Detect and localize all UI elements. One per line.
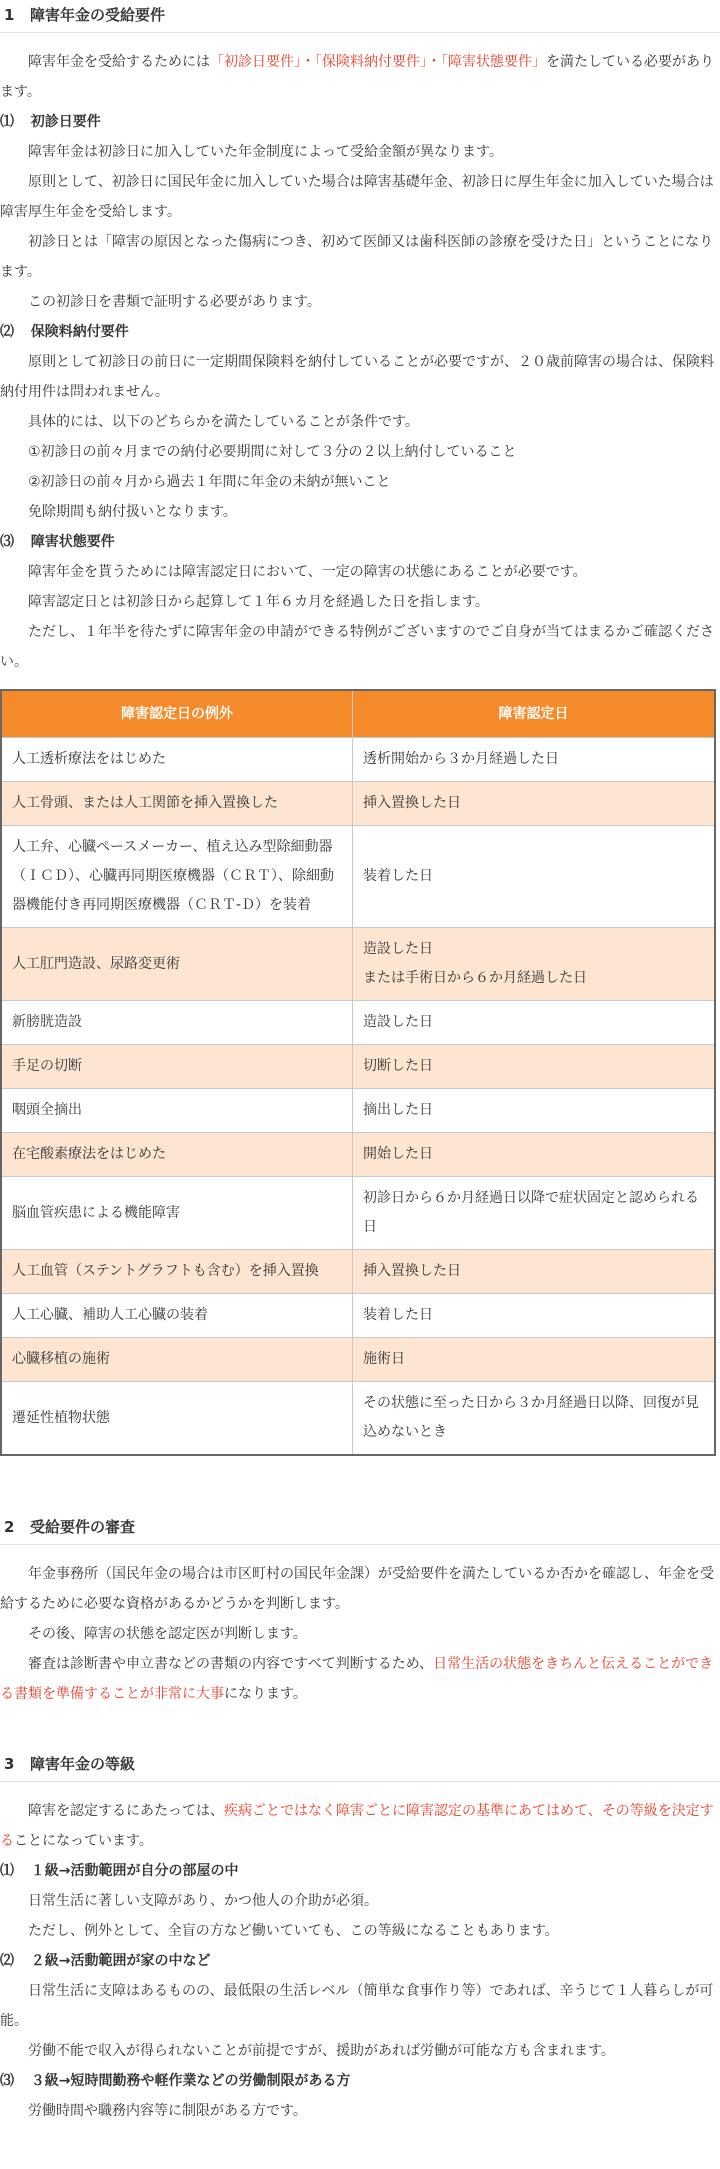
paragraph: 日常生活に著しい支障があり、かつ他人の介助が必須。 bbox=[28, 1893, 378, 1909]
table-row bbox=[1, 1250, 715, 1294]
table-cell-date: 開始した日 bbox=[353, 1133, 716, 1177]
paragraph: 労働時間や職務内容等に制限がある方です。 bbox=[28, 2103, 307, 2119]
table-cell-date: その状態に至った日から３か月経過日以降、回復が見込めないとき bbox=[353, 1382, 716, 1456]
table-cell-exception: 人工骨頭、または人工関節を挿入置換した bbox=[1, 782, 353, 826]
paragraph: 免除期間も納付扱いとなります。 bbox=[28, 504, 237, 520]
table-cell-exception: 人工肛門造設、尿路変更術 bbox=[1, 928, 353, 1001]
requirements-highlight: 「初診日要件」・「保険料納付要件」・「障害状態要件」 bbox=[210, 54, 546, 70]
table-header-row bbox=[1, 690, 715, 738]
paragraph: この初診日を書類で証明する必要があります。 bbox=[28, 294, 321, 310]
paragraph: 具体的には、以下のどちらかを満たしていることが条件です。 bbox=[28, 414, 419, 430]
paragraph: ただし、１年半を待たずに障害年金の申請ができる特例がございますのでご自身が当てはまるかご確認ください。 bbox=[0, 624, 714, 670]
paragraph: 日常生活に支障はあるものの、最低限の生活レベル（簡単な食事作り等）であれば、辛うじて１人暮らしが可能。 bbox=[0, 1983, 714, 2029]
table-row bbox=[1, 1045, 715, 1089]
table-cell-exception: 人工弁、心臓ペースメーカー、植え込み型除細動器（ＩＣＤ）、心臓再同期医療機器（ＣＲＴ）、除細動器機能付き再同期医療機器（ＣＲＴ-Ｄ）を装着 bbox=[1, 826, 353, 928]
exception-table bbox=[0, 689, 716, 1456]
table-cell-exception: 咽頭全摘出 bbox=[1, 1089, 353, 1133]
subsection-first-visit-title: ⑴ 初診日要件 bbox=[0, 114, 101, 130]
table-cell-date: 挿入置換した日 bbox=[353, 1250, 716, 1294]
table-row bbox=[1, 1382, 715, 1456]
table-row bbox=[1, 1133, 715, 1177]
table-cell-date: 造設した日 または手術日から６か月経過した日 bbox=[353, 928, 716, 1001]
paragraph: 障害年金を貰うためには障害認定日において、一定の障害の状態にあることが必要です。 bbox=[28, 564, 587, 580]
paragraph: 審査は診断書や申立書などの書類の内容ですべて判断するため、日常生活の状態をきちんと伝えることができる書類を準備することが非常に大事になります。 bbox=[0, 1656, 714, 1702]
paragraph: 障害認定日とは初診日から起算して１年６カ月を経過した日を指します。 bbox=[28, 594, 489, 610]
table-cell-exception: 人工血管（ステントグラフトも含む）を挿入置換 bbox=[1, 1250, 353, 1294]
column-header-exception: 障害認定日の例外 bbox=[1, 690, 353, 738]
table-cell-date: 造設した日 bbox=[353, 1001, 716, 1045]
condition-2: ②初診日の前々月から過去１年間に年金の未納が無いこと bbox=[28, 474, 391, 490]
section-1-intro: 障害年金を受給するためには「初診日要件」・「保険料納付要件」・「障害状態要件」を満たしている必要があります。 bbox=[0, 54, 714, 100]
grade-highlight: 疾病ごとではなく障害ごとに障害認定の基準にあてはめて、その等級を決定する bbox=[0, 1803, 714, 1849]
table-cell-exception: 新膀胱造設 bbox=[1, 1001, 353, 1045]
table-row bbox=[1, 826, 715, 928]
table-row bbox=[1, 738, 715, 782]
table-cell-exception: 人工心臓、補助人工心臓の装着 bbox=[1, 1294, 353, 1338]
table-cell-exception: 遷延性植物状態 bbox=[1, 1382, 353, 1456]
section-2-title: 2 受給要件の審査 bbox=[0, 1512, 720, 1545]
paragraph: その後、障害の状態を認定医が判断します。 bbox=[28, 1626, 307, 1642]
table-cell-exception: 人工透析療法をはじめた bbox=[1, 738, 353, 782]
table-cell-exception: 在宅酸素療法をはじめた bbox=[1, 1133, 353, 1177]
table-row bbox=[1, 928, 715, 1001]
subsection-grade-3-title: ⑶ ３級→短時間勤務や軽作業などの労働制限がある方 bbox=[0, 2073, 351, 2089]
table-row bbox=[1, 1177, 715, 1250]
paragraph: 障害年金は初診日に加入していた年金制度によって受給金額が異なります。 bbox=[28, 144, 503, 160]
subsection-disability-title: ⑶ 障害状態要件 bbox=[0, 534, 115, 550]
section-3-intro: 障害を認定するにあたっては、疾病ごとではなく障害ごとに障害認定の基準にあてはめて、その等級を決定することになっています。 bbox=[0, 1803, 714, 1849]
table-row bbox=[1, 1089, 715, 1133]
subsection-grade-1-title: ⑴ １級→活動範囲が自分の部屋の中 bbox=[0, 1863, 239, 1879]
paragraph: 年金事務所（国民年金の場合は市区町村の国民年金課）が受給要件を満たしているか否かを確認し、年金を受給するために必要な資格があるかどうかを判断します。 bbox=[0, 1566, 714, 1612]
section-1-title: 1 障害年金の受給要件 bbox=[0, 0, 720, 33]
column-header-date: 障害認定日 bbox=[353, 690, 716, 738]
paragraph: ただし、例外として、全盲の方など働いていても、この等級になることもあります。 bbox=[28, 1923, 559, 1939]
table-row bbox=[1, 782, 715, 826]
table-cell-date: 装着した日 bbox=[353, 1294, 716, 1338]
subsection-grade-2-title: ⑵ ２級→活動範囲が家の中など bbox=[0, 1953, 211, 1969]
table-cell-date: 挿入置換した日 bbox=[353, 782, 716, 826]
table-cell-date: 装着した日 bbox=[353, 826, 716, 928]
paragraph: 労働不能で収入が得られないことが前提ですが、援助があれば労働が可能な方も含まれます。 bbox=[28, 2043, 615, 2059]
paragraph: 初診日とは「障害の原因となった傷病につき、初めて医師又は歯科医師の診療を受けた日」ということになります。 bbox=[0, 234, 714, 280]
table-cell-date: 初診日から６か月経過日以降で症状固定と認められる日 bbox=[353, 1177, 716, 1250]
table-row bbox=[1, 1294, 715, 1338]
condition-1: ①初診日の前々月までの納付必要期間に対して３分の２以上納付していること bbox=[28, 444, 517, 460]
table-cell-date: 施術日 bbox=[353, 1338, 716, 1382]
subsection-premium-title: ⑵ 保険料納付要件 bbox=[0, 324, 129, 340]
table-cell-date: 切断した日 bbox=[353, 1045, 716, 1089]
paragraph: 原則として初診日の前日に一定期間保険料を納付していることが必要ですが、２０歳前障害の場合は、保険料納付用件は問われません。 bbox=[0, 354, 714, 400]
table-cell-date: 透析開始から３か月経過した日 bbox=[353, 738, 716, 782]
table-cell-date: 摘出した日 bbox=[353, 1089, 716, 1133]
table-row bbox=[1, 1001, 715, 1045]
table-cell-exception: 脳血管疾患による機能障害 bbox=[1, 1177, 353, 1250]
table-cell-exception: 心臓移植の施術 bbox=[1, 1338, 353, 1382]
table-row bbox=[1, 1338, 715, 1382]
document-highlight: 日常生活の状態をきちんと伝えることができる書類を準備することが非常に大事 bbox=[0, 1656, 714, 1702]
table-cell-exception: 手足の切断 bbox=[1, 1045, 353, 1089]
paragraph: 原則として、初診日に国民年金に加入していた場合は障害基礎年金、初診日に厚生年金に加入していた場合は障害厚生年金を受給します。 bbox=[0, 174, 714, 220]
section-3-title: 3 障害年金の等級 bbox=[0, 1749, 720, 1782]
